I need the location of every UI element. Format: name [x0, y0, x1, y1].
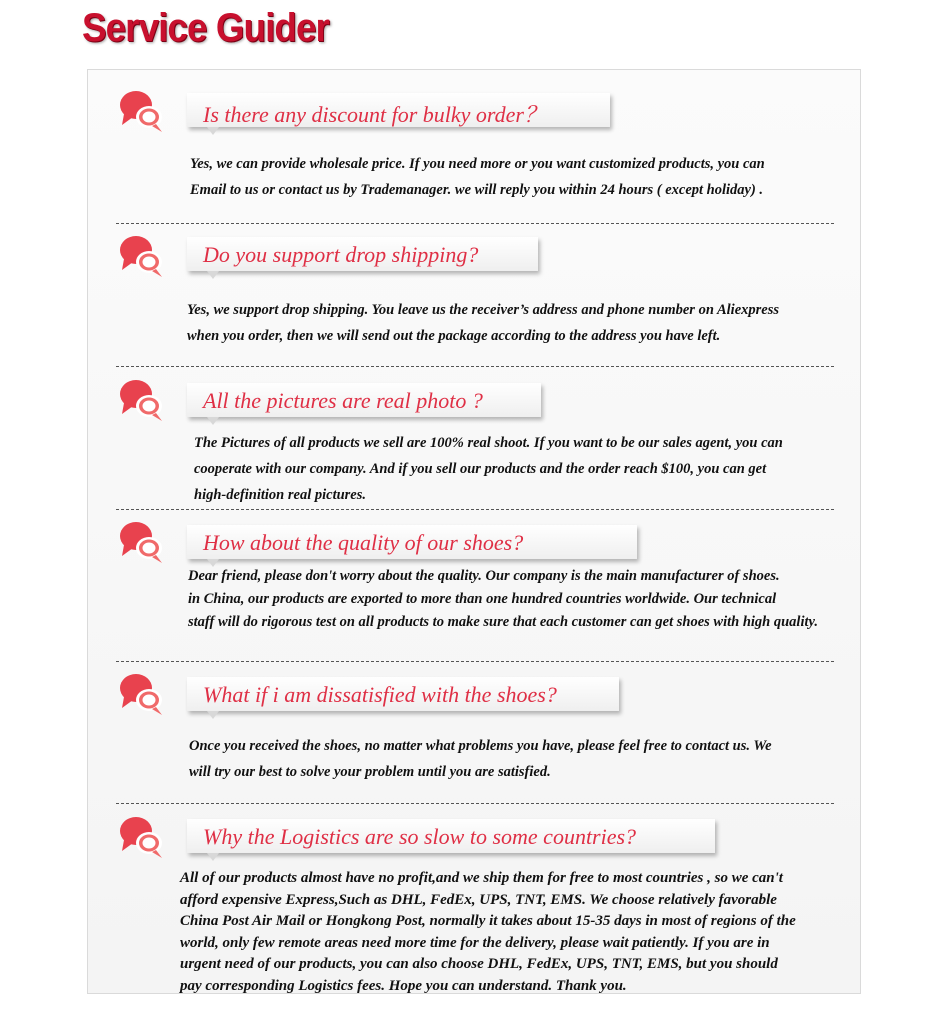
faq-question: Why the Logistics are so slow to some countries?: [187, 819, 715, 853]
divider: [116, 803, 834, 804]
chat-bubbles-icon: [118, 670, 168, 720]
chat-bubbles-icon: [118, 87, 168, 137]
chat-bubbles-icon: [118, 518, 168, 568]
faq-question: Do you support drop shipping?: [187, 237, 538, 271]
faq-answer: Dear friend, please don't worry about the quality. Our company is the main manufacturer of shoes. in China, our products are exported to more than one hundred countries worldwide. Our technical staff will do rigorous test on all products to make sure that each customer can get shoes with high quality.: [188, 568, 819, 630]
chat-bubbles-icon: [118, 232, 168, 282]
divider: [116, 366, 834, 367]
faq-question: Is there any discount for bulky order？: [187, 93, 610, 127]
chat-bubbles-icon: [118, 376, 168, 426]
faq-question: How about the quality of our shoes?: [187, 525, 637, 559]
faq-answer: Yes, we support drop shipping. You leave us the receiver’s address and phone number on Aliexpress when you order, then we will send out the package according to the address you have left.: [187, 302, 779, 344]
faq-panel: [87, 69, 861, 994]
divider: [116, 223, 834, 224]
divider: [116, 509, 834, 510]
chat-bubbles-icon: [118, 813, 168, 863]
faq-question: What if i am dissatisfied with the shoes?: [187, 677, 619, 711]
page-title: Service Guider: [82, 6, 329, 50]
faq-question: All the pictures are real photo ?: [187, 383, 541, 417]
divider: [116, 661, 834, 662]
faq-answer: The Pictures of all products we sell are 100% real shoot. If you want to be our sales agent, you can cooperate with our company. And if you sell our products and the order reach $100, you can get high-definition real pictures.: [194, 435, 783, 503]
faq-answer: Yes, we can provide wholesale price. If you need more or you want customized products, you can Email to us or contact us by Trademanager. we will reply you within 24 hours ( except holiday) .: [190, 156, 765, 198]
faq-answer: Once you received the shoes, no matter what problems you have, please feel free to contact us. We will try our best to solve your problem until you are satisfied.: [189, 738, 772, 780]
faq-answer: All of our products almost have no profit,and we ship them for free to most countries , so we can't afford expensive Express,Such as DHL, FedEx, UPS, TNT, EMS. We choose relatively favorable China Post Air Mail or Hongkong Post, normally it takes about 15-35 days in most of regions of the world, only few remote areas need more time for the delivery, please wait patiently. If you are in urgent need of our products, you can also choose DHL, FedEx, UPS, TNT, EMS, but you should pay corresponding Logistics fees. Hope you can understand. Thank you.: [180, 870, 796, 994]
